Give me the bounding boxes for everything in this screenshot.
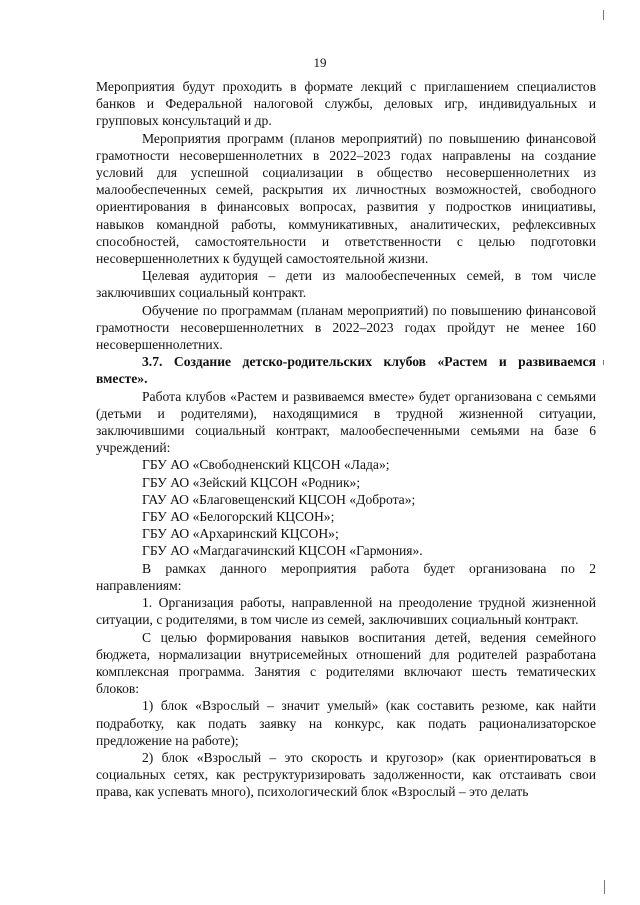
- paragraph-target-audience: Целевая аудитория – дети из малообеспеченных семей, в том числе заключивших социальный контракт.: [96, 268, 596, 301]
- institution-item: ГБУ АО «Зейский КЦСОН «Родник»;: [142, 474, 361, 490]
- paragraph-training-count: Обучение по программам (планам мероприятий) по повышению финансовой грамотности несовершеннолетних в 2022–2023 годах пройдут не менее 160 несовершеннолетних.: [96, 302, 596, 353]
- institution-item: ГБУ АО «Свободненский КЦСОН «Лада»;: [142, 457, 390, 473]
- paragraph-direction-1: 1. Организация работы, направленной на преодоление трудной жизненной ситуации, с родителями, в том числе из семей, заключивших социальный контракт.: [96, 595, 596, 628]
- document-body: [96, 78, 596, 801]
- institution-item: ГАУ АО «Благовещенский КЦСОН «Доброта»;: [142, 491, 416, 507]
- paragraph-block-2: 2) блок «Взрослый – это скорость и кругозор» (как ориентироваться в социальных сетях, как реструктуризировать задолженности, как отстаивать свои права, как успевать много), психологический блок «Взрослый – это делать: [96, 749, 596, 800]
- paragraph-events-format: Мероприятия будут проходить в формате лекций с приглашением специалистов банков и Федеральной налоговой службы, деловых игр, индивидуальных и групповых консультаций и др.: [96, 79, 596, 129]
- paragraph-program: С целью формирования навыков воспитания детей, ведения семейного бюджета, нормализации внутрисемейных отношений для родителей разработана комплексная программа. Занятия с родителями включают шесть тематических блоков:: [96, 629, 596, 697]
- paragraph-directions-intro: В рамках данного мероприятия работа будет организована по 2 направлениям:: [96, 560, 596, 593]
- section-heading: 3.7. Создание детско-родительских клубов «Растем и развиваемся вместе».: [96, 354, 596, 387]
- institution-item: ГБУ АО «Белогорский КЦСОН»;: [142, 509, 335, 525]
- institution-item: ГБУ АО «Магдагачинский КЦСОН «Гармония».: [142, 543, 423, 559]
- paragraph-program-goals: Мероприятия программ (планов мероприятий) по повышению финансовой грамотности несовершеннолетних в 2022–2023 годах направлены на создание условий для успешной социализации в общество несовершеннолетних из малообеспеченных семей, раскрытия их личностных возможностей, свободного ориентирования в финансовых вопросах, развития у подростков инициативы, навыков командной работы, коммуникативных, аналитических, рефлексивных способностей, самостоятельности и ответственности с целью подготовки несовершеннолетних к будущей самостоятельной жизни.: [96, 130, 596, 267]
- paragraph-clubs-intro: Работа клубов «Растем и развиваемся вместе» будет организована с семьями (детьми и родителями), находящимися в трудной жизненной ситуации, заключившими социальный контракт, малообеспеченными семьями на базе 6 учреждений:: [96, 388, 596, 456]
- scan-artifact-line: [603, 10, 604, 20]
- scan-artifact-line: [604, 880, 605, 894]
- institution-item: ГБУ АО «Архаринский КЦСОН»;: [142, 526, 339, 542]
- scan-artifact-line: [603, 360, 604, 365]
- page-number: 19: [313, 55, 327, 70]
- paragraph-block-1: 1) блок «Взрослый – значит умелый» (как составить резюме, как найти подработку, как подать заявку на конкурс, как подать рационализаторское предложение на работе);: [96, 698, 596, 748]
